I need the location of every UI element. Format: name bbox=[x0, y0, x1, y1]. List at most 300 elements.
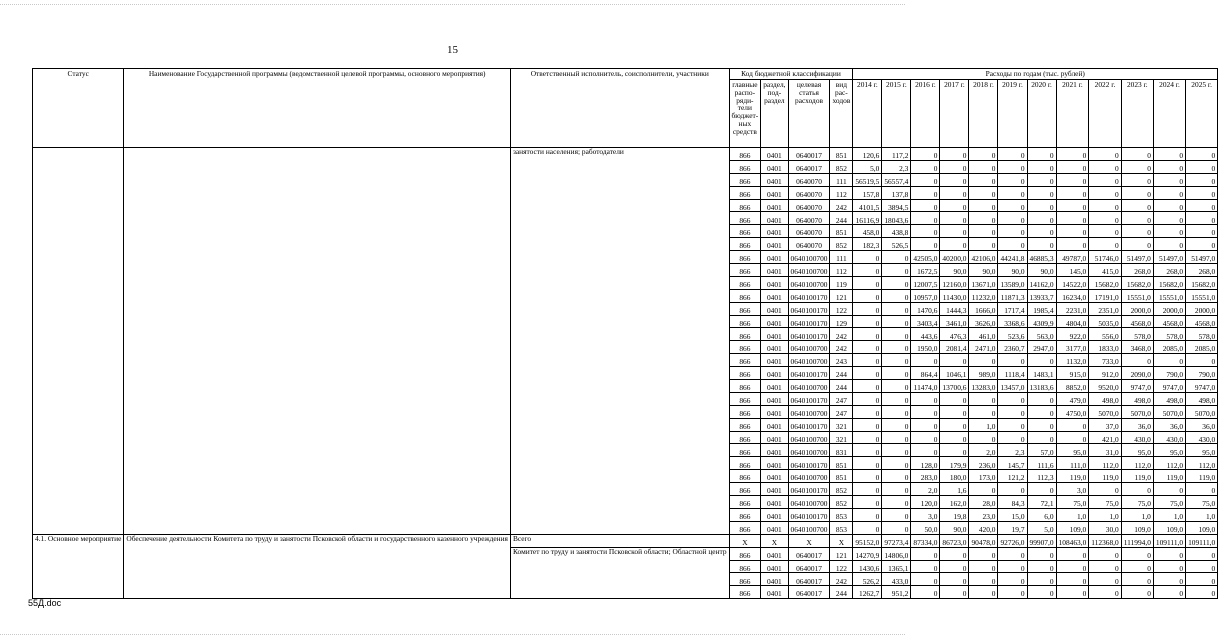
expense-value-cell: 11474,0 bbox=[911, 380, 940, 393]
expense-value-cell: 526,5 bbox=[882, 238, 911, 251]
expense-value-cell: 0 bbox=[911, 573, 940, 586]
expense-value-cell: 0 bbox=[1121, 199, 1153, 212]
expense-value-cell: 3177,0 bbox=[1056, 341, 1089, 354]
expense-value-cell: 6,0 bbox=[1027, 508, 1056, 521]
expense-value-cell: 5070,0 bbox=[1089, 405, 1121, 418]
expense-value-cell: 1470,6 bbox=[911, 302, 940, 315]
expense-value-cell: 498,0 bbox=[1153, 392, 1185, 405]
expense-value-cell: 75,0 bbox=[1056, 496, 1089, 509]
expense-value-cell: 75,0 bbox=[1153, 496, 1185, 509]
budget-code-cell: 0401 bbox=[761, 418, 788, 431]
expense-value-cell: 0 bbox=[1186, 547, 1218, 560]
budget-code-cell: 0640017 bbox=[788, 560, 830, 573]
budget-code-cell: 866 bbox=[729, 483, 761, 496]
expense-value-cell: 0 bbox=[882, 431, 911, 444]
expense-value-cell: 0 bbox=[1186, 225, 1218, 238]
expense-value-cell: 13933,7 bbox=[1027, 289, 1056, 302]
expense-value-cell: 0 bbox=[882, 251, 911, 264]
expense-value-cell: 109,0 bbox=[1056, 521, 1089, 534]
expense-value-cell: 0 bbox=[882, 496, 911, 509]
budget-code-cell: 866 bbox=[729, 315, 761, 328]
expense-value-cell: 0 bbox=[853, 496, 882, 509]
expense-value-cell: 0 bbox=[882, 392, 911, 405]
budget-code-cell: 0401 bbox=[761, 560, 788, 573]
expense-value-cell: 0 bbox=[1027, 483, 1056, 496]
budget-code-cell: 0640100700 bbox=[788, 354, 830, 367]
expense-value-cell: 0 bbox=[882, 264, 911, 277]
expense-value-cell: 2,0 bbox=[911, 483, 940, 496]
expense-value-cell: 1,0 bbox=[969, 418, 998, 431]
expense-value-cell: 0 bbox=[1089, 173, 1121, 186]
expense-value-cell: 0 bbox=[969, 483, 998, 496]
expense-value-cell: 11871,3 bbox=[998, 289, 1027, 302]
expense-value-cell: 0 bbox=[1121, 586, 1153, 599]
expense-value-cell: 0 bbox=[1121, 148, 1153, 161]
expense-value-cell: 476,3 bbox=[940, 328, 969, 341]
budget-code-cell: 851 bbox=[830, 225, 853, 238]
expense-value-cell: 0 bbox=[853, 431, 882, 444]
budget-code-cell: 866 bbox=[729, 470, 761, 483]
expense-value-cell: 0 bbox=[1186, 483, 1218, 496]
expense-value-cell: 0 bbox=[911, 212, 940, 225]
expense-value-cell: 0 bbox=[882, 380, 911, 393]
header-year: 2016 г. bbox=[911, 80, 940, 148]
budget-code-cell: X bbox=[729, 534, 761, 547]
budget-code-cell: 0401 bbox=[761, 431, 788, 444]
table-body bbox=[33, 148, 1218, 599]
expense-value-cell: 0 bbox=[1153, 573, 1185, 586]
expense-value-cell: 36,0 bbox=[1186, 418, 1218, 431]
expense-value-cell: 1118,4 bbox=[998, 367, 1027, 380]
expense-value-cell: 0 bbox=[998, 547, 1027, 560]
expense-value-cell: 162,0 bbox=[940, 496, 969, 509]
expense-value-cell: 57,0 bbox=[1027, 444, 1056, 457]
budget-code-cell: 0401 bbox=[761, 547, 788, 560]
expense-value-cell: 912,0 bbox=[1089, 367, 1121, 380]
expense-value-cell: 112,0 bbox=[1186, 457, 1218, 470]
expense-value-cell: 5070,0 bbox=[1121, 405, 1153, 418]
budget-code-cell: 0640100700 bbox=[788, 341, 830, 354]
expense-value-cell: 15682,0 bbox=[1121, 276, 1153, 289]
budget-code-cell: 0640100700 bbox=[788, 276, 830, 289]
budget-code-cell: 853 bbox=[830, 521, 853, 534]
expense-value-cell: 44241,8 bbox=[998, 251, 1027, 264]
expense-value-cell: 90478,0 bbox=[969, 534, 998, 547]
budget-code-cell: 0401 bbox=[761, 457, 788, 470]
budget-code-cell: 242 bbox=[830, 328, 853, 341]
budget-code-cell: 866 bbox=[729, 521, 761, 534]
expense-value-cell: 0 bbox=[1027, 225, 1056, 238]
expense-value-cell: 461,0 bbox=[969, 328, 998, 341]
budget-code-cell: 0401 bbox=[761, 444, 788, 457]
expense-value-cell: 0 bbox=[998, 148, 1027, 161]
expense-value-cell: 111,6 bbox=[1027, 457, 1056, 470]
expense-value-cell: 0 bbox=[1089, 560, 1121, 573]
expense-value-cell: 15551,0 bbox=[1121, 289, 1153, 302]
budget-code-cell: 851 bbox=[830, 470, 853, 483]
budget-code-cell: 866 bbox=[729, 560, 761, 573]
expense-value-cell: 1,0 bbox=[1089, 508, 1121, 521]
expense-value-cell: 119,0 bbox=[1056, 470, 1089, 483]
budget-code-cell: 244 bbox=[830, 212, 853, 225]
expense-value-cell: 8852,0 bbox=[1056, 380, 1089, 393]
expense-value-cell: 0 bbox=[853, 483, 882, 496]
table-header bbox=[33, 69, 1218, 148]
expense-value-cell: 0 bbox=[853, 367, 882, 380]
budget-code-cell: 242 bbox=[830, 199, 853, 212]
budget-code-cell: 0401 bbox=[761, 405, 788, 418]
expense-value-cell: 1672,5 bbox=[911, 264, 940, 277]
expense-value-cell: 989,0 bbox=[969, 367, 998, 380]
expense-value-cell: 36,0 bbox=[1153, 418, 1185, 431]
expense-value-cell: 0 bbox=[940, 560, 969, 573]
expense-value-cell: 90,0 bbox=[998, 264, 1027, 277]
budget-code-cell: 866 bbox=[729, 405, 761, 418]
budget-code-cell: 321 bbox=[830, 418, 853, 431]
budget-code-cell: 0401 bbox=[761, 160, 788, 173]
expense-value-cell: 420,0 bbox=[969, 521, 998, 534]
expense-value-cell: 0 bbox=[940, 225, 969, 238]
expense-value-cell: 268,0 bbox=[1121, 264, 1153, 277]
budget-code-cell: 0640100170 bbox=[788, 483, 830, 496]
budget-code-cell: 0640100700 bbox=[788, 264, 830, 277]
budget-code-cell: 866 bbox=[729, 444, 761, 457]
budget-code-cell: 111 bbox=[830, 251, 853, 264]
expense-value-cell: 0 bbox=[1153, 225, 1185, 238]
expense-value-cell: 1483,1 bbox=[1027, 367, 1056, 380]
expense-value-cell: 563,0 bbox=[1027, 328, 1056, 341]
expense-value-cell: 0 bbox=[853, 251, 882, 264]
expense-value-cell: 0 bbox=[853, 328, 882, 341]
expense-value-cell: 915,0 bbox=[1056, 367, 1089, 380]
expense-value-cell: 90,0 bbox=[1027, 264, 1056, 277]
expense-value-cell: 3461,0 bbox=[940, 315, 969, 328]
expense-value-cell: 42505,0 bbox=[911, 251, 940, 264]
budget-code-cell: 0401 bbox=[761, 354, 788, 367]
expense-value-cell: 14270,9 bbox=[853, 547, 882, 560]
expense-value-cell: 173,0 bbox=[969, 470, 998, 483]
expense-value-cell: 0 bbox=[1027, 573, 1056, 586]
header-year: 2022 г. bbox=[1089, 80, 1121, 148]
header-budget-code-group: Код бюджетной классификации bbox=[729, 69, 853, 80]
expense-value-cell: 0 bbox=[940, 160, 969, 173]
budget-code-cell: 0401 bbox=[761, 302, 788, 315]
expense-value-cell: 0 bbox=[1186, 560, 1218, 573]
expense-value-cell: 578,0 bbox=[1186, 328, 1218, 341]
expense-value-cell: 443,6 bbox=[911, 328, 940, 341]
header-responsible: Ответственный исполнитель, соисполнители, участники bbox=[510, 69, 729, 148]
expense-value-cell: 56519,5 bbox=[853, 173, 882, 186]
budget-code-cell: 0401 bbox=[761, 238, 788, 251]
expense-value-cell: 90,0 bbox=[940, 264, 969, 277]
expense-value-cell: 0 bbox=[1089, 238, 1121, 251]
expense-value-cell: 268,0 bbox=[1186, 264, 1218, 277]
expense-value-cell: 0 bbox=[940, 199, 969, 212]
footer-filename: 55Д.doc bbox=[28, 598, 62, 608]
expense-value-cell: 5035,0 bbox=[1089, 315, 1121, 328]
expense-value-cell: 3468,0 bbox=[1121, 341, 1153, 354]
expense-value-cell: 90,0 bbox=[969, 264, 998, 277]
expense-value-cell: 11430,0 bbox=[940, 289, 969, 302]
budget-code-cell: 866 bbox=[729, 573, 761, 586]
expense-value-cell: 75,0 bbox=[1186, 496, 1218, 509]
expense-value-cell: 15551,0 bbox=[1153, 289, 1185, 302]
budget-code-cell: 122 bbox=[830, 560, 853, 573]
expense-value-cell: 5070,0 bbox=[1186, 405, 1218, 418]
expense-value-cell: 97273,4 bbox=[882, 534, 911, 547]
expense-value-cell: 0 bbox=[882, 367, 911, 380]
budget-code-cell: 866 bbox=[729, 212, 761, 225]
expense-value-cell: 0 bbox=[853, 289, 882, 302]
expense-value-cell: 0 bbox=[1056, 560, 1089, 573]
expense-value-cell: 0 bbox=[882, 289, 911, 302]
expense-value-cell: 922,0 bbox=[1056, 328, 1089, 341]
budget-code-cell: 0640100700 bbox=[788, 251, 830, 264]
expense-value-cell: 0 bbox=[1027, 392, 1056, 405]
expense-value-cell: 2,3 bbox=[882, 160, 911, 173]
expense-value-cell: 0 bbox=[998, 405, 1027, 418]
expense-value-cell: 0 bbox=[853, 276, 882, 289]
expense-value-cell: 0 bbox=[1089, 547, 1121, 560]
expense-value-cell: 0 bbox=[1121, 160, 1153, 173]
budget-code-cell: 0401 bbox=[761, 225, 788, 238]
expense-value-cell: 0 bbox=[1186, 199, 1218, 212]
budget-code-cell: 247 bbox=[830, 392, 853, 405]
expense-value-cell: 0 bbox=[911, 547, 940, 560]
budget-code-cell: 0640070 bbox=[788, 225, 830, 238]
scan-artifact-top bbox=[0, 4, 905, 6]
budget-code-cell: 866 bbox=[729, 225, 761, 238]
budget-code-cell: 0401 bbox=[761, 251, 788, 264]
expense-value-cell: 0 bbox=[1027, 405, 1056, 418]
budget-code-cell: 0640100170 bbox=[788, 508, 830, 521]
expense-value-cell: 0 bbox=[1089, 586, 1121, 599]
expense-value-cell: 3,0 bbox=[1056, 483, 1089, 496]
expense-value-cell: 0 bbox=[969, 431, 998, 444]
expense-value-cell: 0 bbox=[1186, 148, 1218, 161]
expense-value-cell: 3,0 bbox=[911, 508, 940, 521]
expense-value-cell: 0 bbox=[1121, 173, 1153, 186]
expense-value-cell: 0 bbox=[1121, 186, 1153, 199]
expense-value-cell: 0 bbox=[1186, 212, 1218, 225]
expense-value-cell: 0 bbox=[1089, 160, 1121, 173]
expense-value-cell: 0 bbox=[882, 470, 911, 483]
expense-value-cell: 0 bbox=[940, 547, 969, 560]
expense-value-cell: 0 bbox=[853, 405, 882, 418]
expense-value-cell: 0 bbox=[1056, 173, 1089, 186]
budget-code-cell: 244 bbox=[830, 367, 853, 380]
expense-value-cell: 15,0 bbox=[998, 508, 1027, 521]
expense-value-cell: 51497,0 bbox=[1186, 251, 1218, 264]
expense-value-cell: 0 bbox=[853, 315, 882, 328]
budget-code-cell: 0640070 bbox=[788, 199, 830, 212]
header-program-name: Наименование Государственной программы (ведомственной целевой программы, основного мероприятия) bbox=[124, 69, 511, 148]
expense-value-cell: 0 bbox=[1153, 173, 1185, 186]
expense-value-cell: 0 bbox=[969, 547, 998, 560]
expense-value-cell: 0 bbox=[911, 173, 940, 186]
expense-value-cell: 0 bbox=[911, 392, 940, 405]
budget-code-cell: 866 bbox=[729, 586, 761, 599]
expense-value-cell: 109,0 bbox=[1121, 521, 1153, 534]
budget-code-cell: 866 bbox=[729, 199, 761, 212]
expense-value-cell: 0 bbox=[911, 225, 940, 238]
expense-value-cell: 95,0 bbox=[1056, 444, 1089, 457]
expense-value-cell: 0 bbox=[882, 457, 911, 470]
expense-value-cell: 0 bbox=[940, 586, 969, 599]
expense-value-cell: 458,0 bbox=[853, 225, 882, 238]
budget-code-cell: 0640100170 bbox=[788, 328, 830, 341]
expense-value-cell: 498,0 bbox=[1121, 392, 1153, 405]
expense-value-cell: 145,7 bbox=[998, 457, 1027, 470]
budget-code-cell: 0401 bbox=[761, 341, 788, 354]
expense-value-cell: 180,0 bbox=[940, 470, 969, 483]
expense-value-cell: 90,0 bbox=[940, 521, 969, 534]
expense-value-cell: 0 bbox=[882, 354, 911, 367]
expense-value-cell: 16116,9 bbox=[853, 212, 882, 225]
expense-value-cell: 0 bbox=[1121, 354, 1153, 367]
expense-value-cell: 15682,0 bbox=[1186, 276, 1218, 289]
expense-value-cell: 51497,0 bbox=[1153, 251, 1185, 264]
budget-code-cell: 831 bbox=[830, 444, 853, 457]
budget-code-cell: 0401 bbox=[761, 315, 788, 328]
status-cell-4-1: 4.1. Основное мероприятие bbox=[33, 534, 124, 598]
expense-value-cell: 0 bbox=[1186, 354, 1218, 367]
budget-code-cell: 852 bbox=[830, 483, 853, 496]
budget-code-cell: 0401 bbox=[761, 483, 788, 496]
responsible-cell-4-1: Комитет по труду и занятости Псковской области; Областной центр bbox=[510, 547, 729, 599]
budget-code-cell: 119 bbox=[830, 276, 853, 289]
budget-code-cell: 0640070 bbox=[788, 173, 830, 186]
expense-value-cell: 0 bbox=[1121, 560, 1153, 573]
header-year: 2020 г. bbox=[1027, 80, 1056, 148]
status-cell bbox=[33, 148, 124, 535]
expense-value-cell: 4804,0 bbox=[1056, 315, 1089, 328]
expense-value-cell: 0 bbox=[1153, 483, 1185, 496]
budget-code-cell: 243 bbox=[830, 354, 853, 367]
expense-value-cell: 37,0 bbox=[1089, 418, 1121, 431]
budget-code-cell: 0640100700 bbox=[788, 470, 830, 483]
expense-value-cell: 12007,5 bbox=[911, 276, 940, 289]
budget-code-cell: 0640070 bbox=[788, 186, 830, 199]
expense-value-cell: 0 bbox=[853, 380, 882, 393]
budget-code-cell: 0401 bbox=[761, 212, 788, 225]
expense-value-cell: 9747,0 bbox=[1186, 380, 1218, 393]
expense-value-cell: 112,0 bbox=[1089, 457, 1121, 470]
budget-code-cell: 0401 bbox=[761, 392, 788, 405]
header-year: 2021 г. bbox=[1056, 80, 1089, 148]
expense-value-cell: 0 bbox=[1056, 212, 1089, 225]
expense-value-cell: 0 bbox=[911, 444, 940, 457]
expense-value-cell: 0 bbox=[940, 405, 969, 418]
expense-value-cell: 95,0 bbox=[1186, 444, 1218, 457]
expense-value-cell: 49787,0 bbox=[1056, 251, 1089, 264]
program-name-cell-4-1: Обеспечение деятельности Комитета по труду и занятости Псковской области и государственного казенного учреждения bbox=[124, 534, 511, 598]
expense-value-cell: 87334,0 bbox=[911, 534, 940, 547]
budget-code-cell: 851 bbox=[830, 148, 853, 161]
budget-code-cell: 129 bbox=[830, 315, 853, 328]
expense-value-cell: 0 bbox=[853, 444, 882, 457]
expense-value-cell: 2085,0 bbox=[1153, 341, 1185, 354]
expense-value-cell: 2081,4 bbox=[940, 341, 969, 354]
expense-value-cell: 0 bbox=[998, 238, 1027, 251]
expense-value-cell: 0 bbox=[969, 173, 998, 186]
expense-value-cell: 111994,0 bbox=[1121, 534, 1153, 547]
expense-value-cell: 498,0 bbox=[1089, 392, 1121, 405]
expense-value-cell: 0 bbox=[1027, 160, 1056, 173]
expense-value-cell: 0 bbox=[911, 160, 940, 173]
budget-code-cell: 121 bbox=[830, 547, 853, 560]
expense-value-cell: 182,3 bbox=[853, 238, 882, 251]
expense-value-cell: 0 bbox=[911, 405, 940, 418]
header-status: Статус bbox=[33, 69, 124, 148]
budget-code-cell: 112 bbox=[830, 186, 853, 199]
expense-value-cell: 2090,0 bbox=[1121, 367, 1153, 380]
expense-value-cell: 0 bbox=[1056, 225, 1089, 238]
budget-code-cell: 0640017 bbox=[788, 573, 830, 586]
expense-value-cell: 145,0 bbox=[1056, 264, 1089, 277]
expense-value-cell: 4309,9 bbox=[1027, 315, 1056, 328]
expense-value-cell: 0 bbox=[1056, 148, 1089, 161]
expense-value-cell: 10957,0 bbox=[911, 289, 940, 302]
expense-value-cell: 0 bbox=[882, 341, 911, 354]
expense-value-cell: 498,0 bbox=[1186, 392, 1218, 405]
expense-value-cell: 0 bbox=[998, 418, 1027, 431]
expense-value-cell: 0 bbox=[1027, 418, 1056, 431]
expense-value-cell: 15682,0 bbox=[1089, 276, 1121, 289]
budget-code-cell: 866 bbox=[729, 508, 761, 521]
expense-value-cell: 0 bbox=[1121, 483, 1153, 496]
expense-value-cell: 1365,1 bbox=[882, 560, 911, 573]
expense-value-cell: 2000,0 bbox=[1186, 302, 1218, 315]
expense-value-cell: 0 bbox=[940, 444, 969, 457]
expense-value-cell: 1666,0 bbox=[969, 302, 998, 315]
expense-value-cell: 0 bbox=[1027, 199, 1056, 212]
expense-value-cell: 46885,3 bbox=[1027, 251, 1056, 264]
budget-code-cell: 0401 bbox=[761, 186, 788, 199]
expense-value-cell: 13700,6 bbox=[940, 380, 969, 393]
expense-value-cell: 4568,0 bbox=[1186, 315, 1218, 328]
expense-value-cell: 1717,4 bbox=[998, 302, 1027, 315]
expense-value-cell: 121,2 bbox=[998, 470, 1027, 483]
expense-value-cell: 0 bbox=[998, 573, 1027, 586]
expense-value-cell: 9747,0 bbox=[1153, 380, 1185, 393]
budget-code-cell: 866 bbox=[729, 186, 761, 199]
expense-value-cell: 1950,0 bbox=[911, 341, 940, 354]
expense-value-cell: 0 bbox=[1027, 354, 1056, 367]
expense-value-cell: 86723,0 bbox=[940, 534, 969, 547]
budget-code-cell: 0640017 bbox=[788, 160, 830, 173]
expense-value-cell: 0 bbox=[882, 418, 911, 431]
expense-value-cell: 0 bbox=[998, 199, 1027, 212]
budget-code-cell: 853 bbox=[830, 508, 853, 521]
expense-value-cell: 790,0 bbox=[1186, 367, 1218, 380]
expense-value-cell: 0 bbox=[1153, 547, 1185, 560]
budget-code-cell: 121 bbox=[830, 289, 853, 302]
budget-code-cell: X bbox=[761, 534, 788, 547]
expense-value-cell: 50,0 bbox=[911, 521, 940, 534]
budget-code-cell: 852 bbox=[830, 160, 853, 173]
expense-value-cell: 0 bbox=[882, 315, 911, 328]
expense-value-cell: 0 bbox=[1027, 586, 1056, 599]
expense-value-cell: 0 bbox=[969, 212, 998, 225]
expense-value-cell: 56557,4 bbox=[882, 173, 911, 186]
budget-code-cell: 0401 bbox=[761, 521, 788, 534]
expense-value-cell: 1444,3 bbox=[940, 302, 969, 315]
budget-code-cell: 0401 bbox=[761, 264, 788, 277]
budget-code-cell: 866 bbox=[729, 341, 761, 354]
budget-code-cell: 0401 bbox=[761, 508, 788, 521]
header-year: 2024 г. bbox=[1153, 80, 1185, 148]
